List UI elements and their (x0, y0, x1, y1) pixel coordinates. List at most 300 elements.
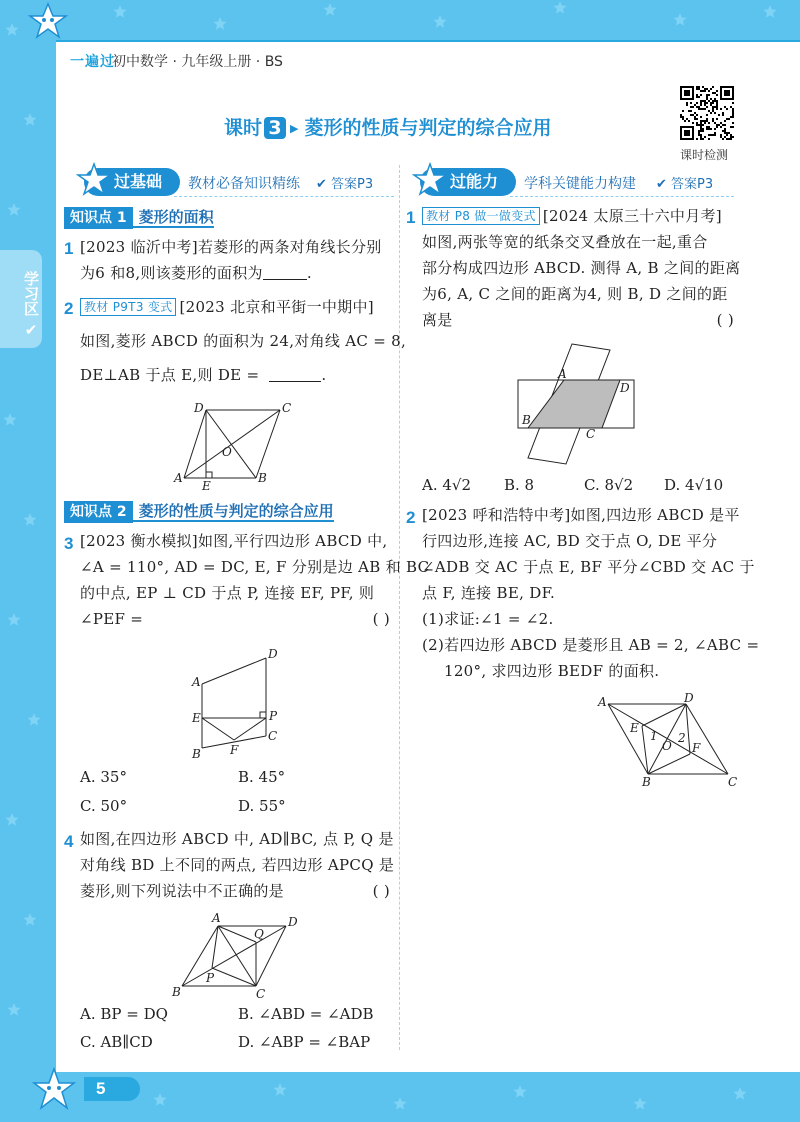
qr-module (714, 112, 716, 114)
segment (212, 926, 218, 968)
qr-module (696, 94, 698, 96)
qr-module (682, 110, 684, 112)
qr-module (704, 122, 706, 124)
qr-module (692, 106, 694, 108)
star-icon (5, 813, 18, 826)
right-answer-ref: 答案P3 (671, 177, 714, 192)
page-number: 5 (84, 1077, 140, 1101)
qr-module (720, 122, 722, 124)
qr-module (726, 134, 728, 136)
star-icon (23, 913, 36, 926)
qr-module (720, 136, 722, 138)
r2-line4: 点 F, 连接 BE, DF. (422, 584, 556, 602)
star-icon (23, 513, 36, 526)
point-label: D (684, 692, 694, 705)
qr-module (686, 102, 688, 104)
lesson-name: 菱形的性质与判定的综合应用 (304, 117, 552, 139)
qr-module (700, 128, 702, 130)
qr-module (696, 86, 698, 88)
r2-part2b: 120°, 求四边形 BEDF 的面积. (444, 662, 660, 680)
qr-module (702, 100, 704, 102)
qr-module (686, 118, 688, 120)
right-section-header (420, 168, 730, 196)
qr-module (696, 114, 698, 116)
figure-q2-rhombus (172, 398, 292, 490)
figure-q3-parallelogram (186, 644, 286, 762)
qr-module (722, 112, 724, 114)
qr-label: 课时检测 (680, 148, 729, 162)
point-label: E (192, 711, 201, 725)
qr-module (696, 102, 698, 104)
q2-number: 2 (64, 299, 74, 318)
qr-module (726, 138, 728, 140)
qr-module (706, 102, 708, 104)
qr-module (700, 136, 702, 138)
point-label: A (174, 471, 183, 485)
star-icon (393, 1097, 406, 1110)
r2-line1: [2023 呼和浩特中考]如图,四边形 ABCD 是平 (422, 506, 740, 524)
lesson-number: 3 (264, 117, 286, 139)
point-label: D (194, 401, 204, 415)
qr-module (708, 90, 710, 92)
r2-part1: (1)求证:∠1 = ∠2. (422, 610, 554, 628)
star-icon (7, 1003, 20, 1016)
qr-module (708, 100, 710, 102)
q4-option-a[interactable]: A. BP = DQ (80, 1005, 168, 1023)
side-tab: 学习区 ✔ (0, 250, 42, 348)
qr-module (732, 110, 734, 112)
qr-finder (684, 90, 690, 96)
segment (686, 704, 690, 754)
qr-module (730, 138, 732, 140)
q4-option-c[interactable]: C. AB∥CD (80, 1033, 153, 1051)
qr-module (696, 96, 698, 98)
point-label: A (558, 367, 567, 381)
segment (642, 704, 686, 726)
point-label: E (630, 721, 639, 735)
qr-module (732, 136, 734, 138)
segment (218, 926, 256, 942)
qr-module (704, 90, 706, 92)
triangle-icon: ▶ (290, 122, 299, 135)
q2-line2: 如图,菱形 ABCD 的面积为 24,对角线 AC = 8, (80, 332, 407, 350)
qr-module (716, 106, 718, 108)
segment (648, 754, 690, 774)
r1-answer-paren[interactable]: ( ) (716, 311, 734, 329)
point-label: D (268, 647, 278, 661)
qr-module (714, 92, 716, 94)
ability-question-2 (422, 502, 759, 684)
qr-module (706, 120, 708, 122)
segment (184, 410, 206, 478)
knowledge-point-2 (64, 500, 334, 522)
qr-module (724, 128, 726, 130)
qr-module (712, 92, 714, 94)
right-section-answer: ✔ 答案P3 (656, 177, 714, 192)
qr-module (716, 94, 718, 96)
qr-module (716, 104, 718, 106)
header (0, 0, 800, 42)
segment (256, 410, 280, 478)
qr-module (682, 118, 684, 120)
segment (686, 704, 728, 774)
point-label: A (192, 675, 201, 689)
qr-module (706, 98, 708, 100)
qr-module (732, 126, 734, 128)
r1-source-tag: 教材 P8 做一做变式 (422, 207, 540, 225)
qr-module (700, 126, 702, 128)
question-4 (80, 826, 394, 904)
qr-code-icon[interactable] (680, 86, 734, 140)
q4-line1: 如图,在四边形 ABCD 中, AD∥BC, 点 P, Q 是 (80, 830, 394, 848)
qr-module (702, 90, 704, 92)
point-label: F (692, 741, 701, 755)
figure-q4-quadrilateral (170, 912, 306, 998)
segment (218, 926, 256, 986)
r1-option-b[interactable]: B. 8 (504, 476, 535, 494)
qr-module (694, 112, 696, 114)
qr-module (702, 108, 704, 110)
question-2: 教材 P9T3 变式 [2023 北京和平街一中期中] 如图,菱形 ABCD 的面积为 24,对角线 AC = 8, DE⊥AB 于点 E,则 DE = . (80, 298, 407, 384)
r1-line1: [2024 太原三十六中月考] (542, 207, 722, 225)
star-icon (633, 1097, 646, 1110)
r1-option-d[interactable]: D. 4√10 (664, 476, 724, 494)
qr-module (694, 104, 696, 106)
qr-module (698, 106, 700, 108)
q3-number: 3 (64, 534, 74, 553)
r1-option-a[interactable]: A. 4√2 (422, 476, 472, 494)
q2-line1: [2023 北京和平街一中期中] (179, 298, 374, 316)
r1-option-c[interactable]: C. 8√2 (584, 476, 634, 494)
qr-module (708, 138, 710, 140)
qr-module (698, 86, 700, 88)
mascot-logo-icon (28, 2, 68, 40)
qr-module (722, 130, 724, 132)
qr-module (680, 114, 682, 116)
figure-r2-rhombus (596, 692, 742, 790)
qr-module (730, 106, 732, 108)
point-label: B (192, 747, 201, 761)
qr-module (710, 102, 712, 104)
qr-module (708, 134, 710, 136)
qr-module (706, 88, 708, 90)
segment (202, 658, 266, 684)
star-icon (7, 613, 20, 626)
qr-module (700, 134, 702, 136)
star-icon (23, 113, 36, 126)
q3-option-b[interactable]: B. 45° (238, 768, 286, 786)
qr-module (704, 136, 706, 138)
lesson-prefix: 课时 (224, 117, 263, 139)
point-label: E (202, 479, 211, 490)
ability-question-1 (422, 203, 740, 333)
qr-module (706, 106, 708, 108)
point-label: O (662, 739, 672, 753)
r1-line5: 离是 (422, 311, 453, 329)
qr-module (714, 132, 716, 134)
qr-module (716, 126, 718, 128)
point-label: F (230, 743, 239, 757)
qr-module (704, 108, 706, 110)
qr-module (700, 122, 702, 124)
qr-module (690, 102, 692, 104)
kp1-title: 菱形的面积 (133, 206, 214, 228)
qr-module (710, 128, 712, 130)
right-section-rule (510, 196, 734, 197)
qr-module (714, 134, 716, 136)
qr-module (730, 126, 732, 128)
q3-line2: ∠A = 110°, AD = DC, E, F 分别是边 AB 和 BC (80, 558, 430, 576)
qr-module (696, 124, 698, 126)
segment (608, 704, 648, 774)
qr-module (710, 88, 712, 90)
segment (202, 718, 234, 740)
point-label: B (258, 471, 267, 485)
qr-module (728, 138, 730, 140)
qr-module (698, 130, 700, 132)
qr-module (706, 128, 708, 130)
point-label: B (522, 413, 531, 427)
qr-module (714, 100, 716, 102)
left-section-header (84, 168, 394, 196)
left-section-subtitle: 教材必备知识精练 (188, 176, 300, 192)
qr-module (684, 120, 686, 122)
q4-option-b[interactable]: B. ∠ABD = ∠ADB (238, 1005, 374, 1023)
qr-module (692, 122, 694, 124)
qr-module (688, 110, 690, 112)
answer-blank[interactable] (263, 264, 307, 280)
q4-option-d[interactable]: D. ∠ABP = ∠BAP (238, 1033, 371, 1051)
answer-blank[interactable] (269, 366, 321, 382)
qr-finder (724, 90, 730, 96)
qr-module (702, 130, 704, 132)
left-section-answer: ✔ 答案P3 (316, 177, 374, 192)
q4-line2: 对角线 BD 上不同的两点, 若四边形 APCQ 是 (80, 856, 395, 874)
point-label: B (642, 775, 651, 789)
qr-module (700, 116, 702, 118)
qr-module (712, 110, 714, 112)
r2-part2: (2)若四边形 ABCD 是菱形且 AB = 2, ∠ABC = (422, 636, 760, 654)
qr-module (698, 124, 700, 126)
point-label: C (586, 427, 596, 441)
qr-module (718, 124, 720, 126)
qr-module (706, 94, 708, 96)
star-icon (273, 1083, 286, 1096)
q4-line3: 菱形,则下列说法中不正确的是 (80, 882, 284, 900)
knowledge-point-1 (64, 206, 214, 228)
star-mascot-icon (412, 162, 448, 198)
qr-module (732, 108, 734, 110)
qr-module (700, 100, 702, 102)
r1-number: 1 (406, 208, 416, 227)
figure-r1-paper-strips (514, 340, 638, 468)
qr-module (702, 120, 704, 122)
qr-module (722, 124, 724, 126)
kp2-title: 菱形的性质与判定的综合应用 (133, 500, 334, 522)
qr-module (704, 120, 706, 122)
left-section-badge: 过基础 (84, 168, 180, 196)
qr-module (692, 114, 694, 116)
point-label: 1 (650, 729, 658, 743)
q3-option-d[interactable]: D. 55° (238, 797, 286, 815)
qr-module (698, 134, 700, 136)
star-icon (733, 1087, 746, 1100)
qr-module (732, 116, 734, 118)
qr-module (698, 108, 700, 110)
q4-number: 4 (64, 832, 74, 851)
qr-module (706, 126, 708, 128)
qr-module (700, 130, 702, 132)
qr-module (716, 118, 718, 120)
breadcrumb: 初中数学 · 九年级上册 · BS (112, 54, 283, 70)
qr-module (716, 90, 718, 92)
q3-answer-paren[interactable]: ( ) (372, 610, 390, 628)
q1-line1: [2023 临沂中考]若菱形的两条对角线长分别 (80, 238, 382, 256)
qr-module (726, 118, 728, 120)
left-section-rule (174, 196, 394, 197)
qr-module (712, 120, 714, 122)
point-label: D (288, 915, 298, 929)
qr-module (732, 114, 734, 116)
qr-module (700, 108, 702, 110)
qr-module (724, 106, 726, 108)
qr-module (722, 114, 724, 116)
qr-module (700, 138, 702, 140)
side-tab-label: 学习区 (22, 270, 40, 316)
point-label: D (620, 381, 630, 395)
qr-module (724, 130, 726, 132)
qr-module (710, 134, 712, 136)
qr-module (700, 120, 702, 122)
q1-number: 1 (64, 239, 74, 258)
question-3 (80, 528, 429, 632)
qr-module (730, 136, 732, 138)
point-label: O (222, 445, 232, 459)
qr-module (700, 124, 702, 126)
qr-module (728, 118, 730, 120)
qr-module (698, 96, 700, 98)
segment (206, 410, 256, 478)
point-label: C (728, 775, 738, 789)
qr-module (732, 102, 734, 104)
qr-module (702, 124, 704, 126)
qr-module (732, 112, 734, 114)
qr-finder (684, 130, 690, 136)
qr-module (712, 106, 714, 108)
mascot-footer-icon (30, 1066, 78, 1114)
q3-line1: [2023 衡水模拟]如图,平行四边形 ABCD 中, (80, 532, 388, 550)
qr-module (712, 134, 714, 136)
point-label: C (256, 987, 266, 998)
r1-line2: 如图,两张等宽的纸条交叉叠放在一起,重合 (422, 233, 708, 251)
qr-module (708, 128, 710, 130)
qr-module (704, 102, 706, 104)
qr-module (724, 124, 726, 126)
question-1: [2023 临沂中考]若菱形的两条对角线长分别 为6 和8,则该菱形的面积为 . (80, 234, 382, 286)
star-icon (513, 1085, 526, 1098)
segment (184, 410, 280, 478)
qr-module (706, 114, 708, 116)
qr-module (690, 106, 692, 108)
qr-module (716, 108, 718, 110)
q1-line2: 为6 和8,则该菱形的面积为 (80, 264, 263, 282)
qr-module (708, 122, 710, 124)
r2-number: 2 (406, 508, 416, 527)
point-label: B (172, 985, 181, 998)
right-angle-mark (206, 472, 212, 478)
qr-module (700, 90, 702, 92)
qr-module (700, 104, 702, 106)
qr-module (696, 122, 698, 124)
header-rule (56, 40, 800, 42)
q3-line4: ∠PEF = (80, 610, 144, 628)
qr-module (730, 116, 732, 118)
qr-module (698, 132, 700, 134)
qr-module (720, 108, 722, 110)
qr-module (706, 118, 708, 120)
point-label: P (269, 709, 278, 723)
qr-module (680, 116, 682, 118)
qr-module (724, 120, 726, 122)
q3-option-a[interactable]: A. 35° (80, 768, 127, 786)
qr-module (694, 116, 696, 118)
series-name: 一遍过 (70, 53, 115, 69)
qr-module (718, 114, 720, 116)
q3-option-c[interactable]: C. 50° (80, 797, 128, 815)
qr-module (728, 132, 730, 134)
segment (212, 968, 256, 986)
qr-module (720, 126, 722, 128)
qr-module (726, 108, 728, 110)
star-icon (7, 203, 20, 216)
qr-module (712, 118, 714, 120)
right-section-subtitle: 学科关键能力构建 (524, 176, 636, 192)
star-mascot-icon (76, 162, 112, 198)
qr-module (696, 118, 698, 120)
qr-module (714, 98, 716, 100)
qr-module (706, 96, 708, 98)
qr-module (716, 124, 718, 126)
qr-module (704, 100, 706, 102)
q2-source-tag: 教材 P9T3 变式 (80, 298, 176, 316)
qr-module (694, 118, 696, 120)
overlap-rhombus (528, 380, 620, 428)
r1-line3: 部分构成四边形 ABCD. 测得 A, B 之间的距离 (422, 259, 741, 277)
q4-answer-paren[interactable]: ( ) (372, 882, 390, 900)
qr-module (686, 104, 688, 106)
qr-module (714, 128, 716, 130)
qr-module (732, 122, 734, 124)
qr-module (710, 98, 712, 100)
qr-module (724, 132, 726, 134)
star-icon (153, 1093, 166, 1106)
qr-module (704, 104, 706, 106)
kp2-tag: 知识点 2 (64, 501, 133, 523)
qr-module (720, 134, 722, 136)
qr-module (698, 88, 700, 90)
r2-line2: 行四边形,连接 AC, BD 交于点 O, DE 平分 (422, 532, 718, 550)
qr-module (690, 110, 692, 112)
lesson-title (224, 113, 552, 140)
r2-line3: ∠ADB 交 AC 于点 E, BF 平分∠CBD 交 AC 于 (422, 558, 755, 576)
qr-module (702, 128, 704, 130)
qr-module (714, 106, 716, 108)
point-label: Q (254, 927, 264, 941)
qr-module (702, 86, 704, 88)
qr-module (702, 138, 704, 140)
qr-module (712, 108, 714, 110)
qr-module (716, 102, 718, 104)
